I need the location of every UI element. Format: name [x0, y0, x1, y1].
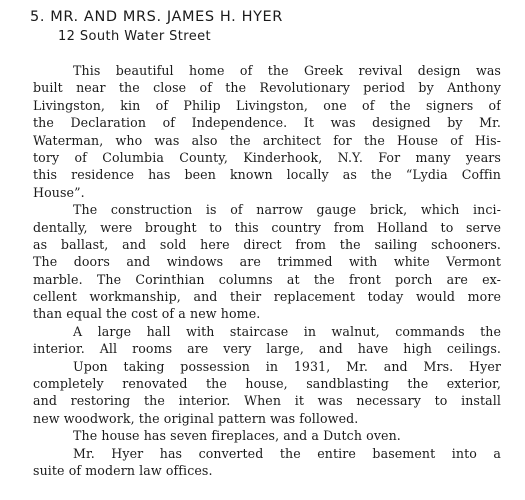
body-line: this residence has been known locally as the “Lydia Coffin	[33, 167, 501, 183]
body-line: marble. The Corinthian columns at the front porch are ex-	[33, 271, 501, 287]
body-line: new woodwork, the original pattern was followed.	[33, 410, 359, 426]
body-line: Mr. Hyer has converted the entire basement into a	[73, 445, 501, 461]
body-line: This beautiful home of the Greek revival design was	[73, 63, 501, 78]
body-line: Upon taking possession in 1931, Mr. and Mrs. Hyer	[73, 358, 501, 374]
entry-heading: 5. MR. AND MRS. JAMES H. HYER	[30, 9, 283, 25]
body-line: completely renovated the house, sandblasting the exterior,	[33, 376, 501, 392]
body-line: interior. All rooms are very large, and have high ceilings.	[33, 341, 501, 357]
body-line: as ballast, and sold here direct from the sailing schooners.	[33, 236, 501, 252]
body-line: tory of Columbia County, Kinderhook, N.Y. For many years	[33, 149, 501, 165]
body-line: suite of modern law offices.	[33, 462, 213, 478]
body-line: cellent workmanship, and their replacement today would more	[33, 289, 501, 305]
body-line: dentally, were brought to this country from Holland to serve	[33, 219, 501, 235]
body-line: The house has seven fireplaces, and a Dutch oven.	[73, 428, 401, 444]
body-line: Livingston, kin of Philip Livingston, one of the signers of	[33, 97, 501, 113]
entry-body	[33, 62, 501, 479]
body-line: A large hall with staircase in walnut, commands the	[73, 323, 501, 339]
body-line: House”.	[33, 184, 85, 200]
body-line: the Declaration of Independence. It was designed by Mr.	[33, 115, 501, 131]
body-line: Waterman, who was also the architect for the House of His-	[33, 132, 501, 148]
body-line: built near the close of the Revolutionary period by Anthony	[33, 80, 501, 96]
body-line: The construction is of narrow gauge brick, which inci-	[73, 202, 501, 218]
body-line: and restoring the interior. When it was necessary to install	[33, 393, 501, 409]
entry-address: 12 South Water Street	[58, 29, 212, 44]
body-line: than equal the cost of a new home.	[33, 306, 261, 322]
body-line: The doors and windows are trimmed with white Vermont	[33, 254, 501, 270]
